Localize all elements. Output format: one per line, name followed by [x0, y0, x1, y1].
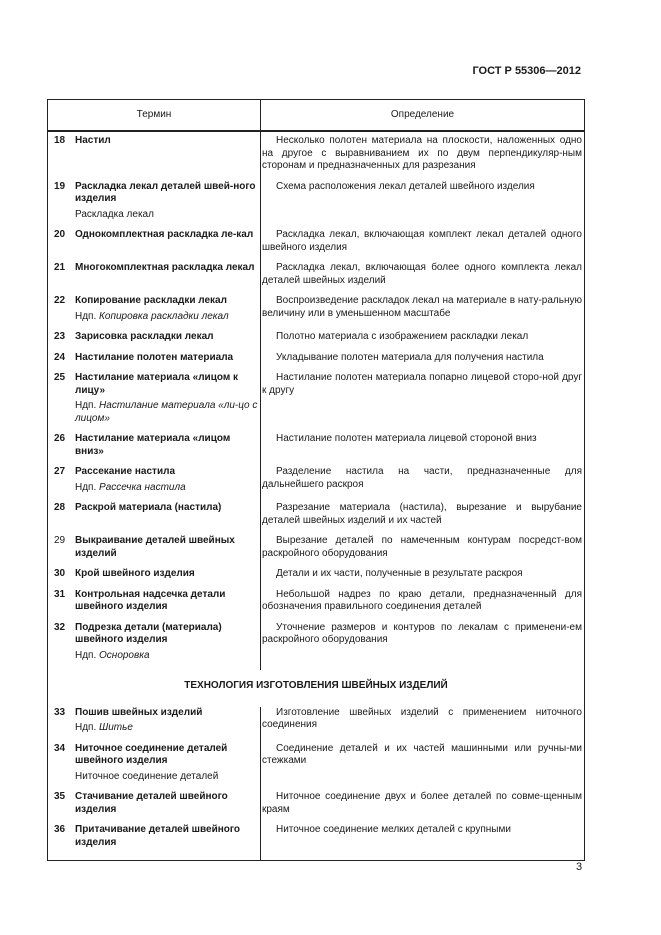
definition-cell	[261, 331, 585, 352]
term-name	[75, 135, 260, 148]
table-row	[48, 589, 585, 622]
deprecated-prefix: Ндп.	[75, 400, 100, 411]
term-cell	[48, 824, 261, 861]
term-synonym: Ниточное соединение деталей	[75, 770, 219, 782]
term-cell	[48, 352, 261, 373]
term-name-text: Настилание полотен материала	[75, 351, 234, 363]
definition-text: Разделение настила на части, предназначенные для дальнейшего раскроя	[262, 466, 582, 490]
deprecated-prefix: Ндп.	[75, 481, 100, 493]
deprecated-term	[75, 650, 258, 663]
deprecated-term	[75, 400, 258, 425]
table-row	[48, 824, 585, 861]
definition-text: Вырезание деталей по намеченным контурам посредст-вом раскройного оборудования	[262, 535, 582, 559]
definition-cell	[261, 466, 585, 502]
deprecated-word: Настилание материала «ли-цо с лицом»	[75, 400, 258, 424]
term-name-text: Выкраивание деталей швейных изделий	[75, 535, 235, 559]
definition-cell	[261, 433, 585, 466]
table-row	[48, 502, 585, 535]
standard-code: ГОСТ Р 55306—2012	[472, 65, 581, 77]
term-number: 23	[54, 331, 66, 342]
deprecated-term	[75, 311, 258, 324]
definition-text: Настилание полотен материала попарно лицевой сторо-ной друг к другу	[262, 372, 582, 396]
term-number: 25	[54, 372, 66, 383]
term-name-text: Стачивание деталей швейного изделия	[75, 791, 228, 815]
term-cell	[48, 466, 261, 502]
table-row	[48, 331, 585, 352]
table-row	[48, 131, 585, 181]
column-header-definition: Определение	[261, 100, 585, 132]
section-row	[48, 670, 585, 707]
table-row	[48, 743, 585, 792]
term-number: 21	[54, 262, 66, 273]
term-name-text: Рассекание настила	[75, 466, 175, 477]
definition-cell	[261, 707, 585, 743]
term-number: 32	[54, 621, 66, 633]
term-name-text: Притачивание деталей швейного изделия	[75, 824, 241, 848]
definition-text: Небольшой надрез по краю детали, предназначенный для обозначения правильного соединения деталей	[262, 588, 582, 612]
definition-cell	[261, 824, 585, 861]
term-cell	[48, 262, 261, 295]
deprecated-prefix: Ндп.	[75, 722, 100, 733]
term-cell	[48, 535, 261, 568]
term-number: 36	[54, 824, 66, 835]
definition-text: Соединение деталей и их частей машинными или ручны-ми стежками	[262, 742, 582, 766]
deprecated-word: Шитье	[99, 722, 133, 733]
definition-cell	[261, 352, 585, 373]
definition-text: Полотно материала с изображением раскладки лекал	[276, 331, 529, 342]
definition-cell	[261, 229, 585, 262]
definition-text: Детали и их части, полученные в результате раскроя	[276, 568, 523, 579]
definition-cell	[261, 502, 585, 535]
definition-text: Укладывание полотен материала для получения настила	[276, 351, 544, 363]
definition-cell	[261, 372, 585, 433]
term-cell	[48, 295, 261, 331]
term-number: 19	[54, 180, 66, 192]
table-row	[48, 262, 585, 295]
term-cell	[48, 433, 261, 466]
definition-text: Ниточное соединение двух и более деталей по совме-щенным краям	[262, 791, 582, 815]
term-cell	[48, 502, 261, 535]
table-row	[48, 181, 585, 230]
term-name-text: Крой швейного изделия	[75, 568, 195, 579]
table-row	[48, 535, 585, 568]
definition-cell	[261, 295, 585, 331]
definition-text: Схема расположения лекал деталей швейного изделия	[276, 180, 535, 192]
term-name	[75, 502, 260, 515]
term-name	[75, 707, 260, 735]
definition-cell	[261, 622, 585, 671]
term-cell	[48, 791, 261, 824]
table-row	[48, 466, 585, 502]
term-cell	[48, 707, 261, 743]
term-number: 34	[54, 742, 66, 754]
term-name-text: Настилание материала «лицом к лицу»	[75, 372, 238, 396]
table-row	[48, 622, 585, 671]
term-name-text: Настил	[75, 135, 111, 146]
term-name-text: Пошив швейных изделий	[75, 706, 203, 718]
term-number: 27	[54, 466, 66, 477]
term-name	[75, 568, 260, 581]
term-name	[75, 181, 260, 222]
definition-text: Раскладка лекал, включающая более одного комплекта лекал деталей швейных изделий	[262, 262, 582, 286]
page-number: 3	[576, 861, 583, 873]
definition-cell	[261, 568, 585, 589]
term-name	[75, 295, 260, 323]
term-name	[75, 622, 260, 663]
table-row	[48, 707, 585, 743]
term-name-text: Копирование раскладки лекал	[75, 295, 227, 306]
term-number: 35	[54, 791, 66, 802]
term-name	[75, 262, 260, 275]
definition-cell	[261, 743, 585, 792]
term-name	[75, 589, 260, 614]
term-name	[75, 466, 260, 494]
deprecated-word: Оснoровка	[99, 649, 150, 661]
definition-text: Разрезание материала (настила), вырезание и вырубание деталей швейных изделий и их частей	[262, 502, 582, 526]
term-number: 30	[54, 568, 66, 579]
term-cell	[48, 181, 261, 230]
terms-table	[47, 99, 585, 861]
term-number: 33	[54, 706, 66, 718]
deprecated-word: Копировка раскладки лекал	[99, 310, 229, 322]
definition-text: Уточнение размеров и контуров по лекалам с применени-ем раскройного оборудования	[262, 621, 582, 645]
deprecated-term	[75, 482, 258, 495]
definition-cell	[261, 181, 585, 230]
term-number: 31	[54, 588, 66, 600]
table-row	[48, 433, 585, 466]
table-row	[48, 568, 585, 589]
table-row	[48, 352, 585, 373]
term-number: 18	[54, 135, 66, 146]
definition-text: Несколько полотен материала на плоскости, наложенных одно на другое с выравниванием их по двум перпендикуляр-ным сторонам и предназначенных для разрезания	[262, 135, 582, 171]
table-row	[48, 229, 585, 262]
definition-text: Изготовление швейных изделий с применением ниточного соединения	[262, 706, 582, 730]
term-cell	[48, 743, 261, 792]
term-name-text: Однокомплектная раскладка ле-кал	[75, 229, 254, 240]
term-number: 29	[54, 535, 66, 546]
term-name-text: Раскладка лекал деталей швей-ного изделия	[75, 180, 256, 204]
definition-cell	[261, 791, 585, 824]
term-name-text: Зарисовка раскладки лекал	[75, 331, 214, 342]
deprecated-prefix: Ндп.	[75, 649, 100, 661]
deprecated-prefix: Ндп.	[75, 310, 100, 322]
term-name	[75, 791, 260, 816]
definition-text: Ниточное соединение мелких деталей с крупными	[276, 824, 511, 835]
term-cell	[48, 331, 261, 352]
term-number: 22	[54, 295, 66, 306]
column-header-term: Термин	[48, 100, 261, 132]
term-name	[75, 352, 260, 365]
term-name	[75, 433, 260, 458]
table-row	[48, 372, 585, 433]
deprecated-word: Рассечка настила	[99, 481, 186, 493]
term-name	[75, 372, 260, 425]
term-name	[75, 743, 260, 784]
term-cell	[48, 622, 261, 671]
section-title: ТЕХНОЛОГИЯ ИЗГОТОВЛЕНИЯ ШВЕЙНЫХ ИЗДЕЛИЙ	[48, 670, 585, 707]
definition-text: Раскладка лекал, включающая комплект лекал деталей одного швейного изделия	[262, 229, 582, 253]
term-name	[75, 824, 260, 849]
term-synonym: Раскладка лекал	[75, 208, 154, 220]
table-row	[48, 295, 585, 331]
term-cell	[48, 229, 261, 262]
table-header-row	[48, 100, 585, 132]
definition-text: Настилание полотен материала лицевой стороной вниз	[276, 433, 537, 444]
definition-cell	[261, 589, 585, 622]
term-cell	[48, 372, 261, 433]
definition-cell	[261, 262, 585, 295]
term-name-text: Подрезка детали (материала) швейного изделия	[75, 621, 222, 645]
definition-cell	[261, 131, 585, 181]
term-name	[75, 535, 260, 560]
term-cell	[48, 131, 261, 181]
term-number: 28	[54, 502, 66, 513]
term-name	[75, 229, 260, 242]
table-row	[48, 791, 585, 824]
term-number: 24	[54, 351, 66, 363]
term-cell	[48, 568, 261, 589]
term-number: 26	[54, 433, 66, 444]
term-name-text: Многокомплектная раскладка лекал	[75, 262, 255, 273]
term-name-text: Настилание материала «лицом вниз»	[75, 433, 231, 457]
term-name-text: Ниточное соединение деталей швейного изделия	[75, 742, 228, 766]
term-number: 20	[54, 229, 66, 240]
definition-cell	[261, 535, 585, 568]
deprecated-term	[75, 722, 258, 735]
term-name-text: Раскрой материала (настила)	[75, 502, 222, 513]
term-cell	[48, 589, 261, 622]
term-name	[75, 331, 260, 344]
definition-text: Воспроизведение раскладок лекал на материале в нату-ральную величину или в уменьшенном масштабе	[262, 295, 582, 319]
term-name-text: Контрольная надсечка детали швейного изделия	[75, 588, 226, 612]
